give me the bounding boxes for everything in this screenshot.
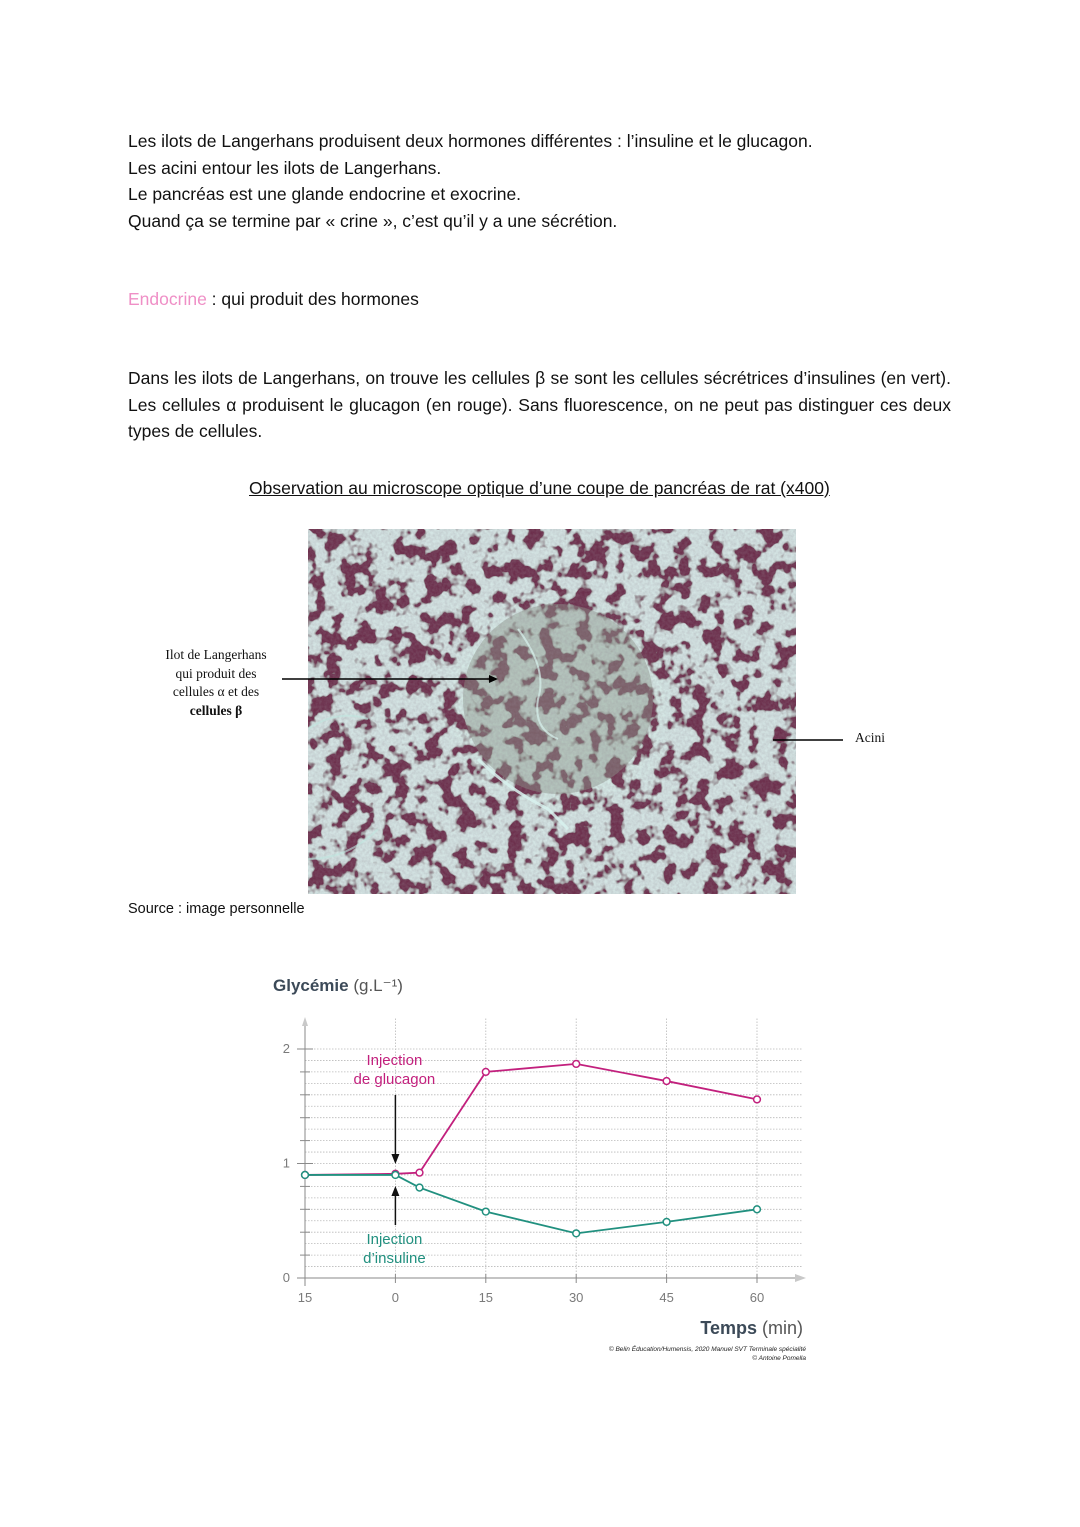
- glucagon-point: [663, 1078, 670, 1085]
- definition-term: Endocrine: [128, 289, 207, 309]
- islet-label-line: cellules α et des: [172, 684, 260, 699]
- x-tick-label: 0: [391, 1290, 400, 1305]
- intro-line: Les ilots de Langerhans produisent deux hormones différentes : l’insuline et le glucagon.: [128, 131, 813, 151]
- insulin-arrow-head: [391, 1186, 399, 1196]
- intro-line: Le pancréas est une glande endocrine et exocrine.: [128, 184, 522, 204]
- figure-source: Source : image personnelle: [128, 901, 305, 917]
- glycemia-chart-svg: [250, 965, 830, 1375]
- insulin-series-line: [305, 1175, 757, 1233]
- y-tick-label: 1: [282, 1155, 290, 1171]
- chart-credit: © Antoine Pomella: [752, 1355, 806, 1362]
- x-tick-label: 15: [297, 1290, 313, 1305]
- insulin-annotation-line: d’insuline: [363, 1250, 426, 1267]
- insulin-point: [482, 1208, 489, 1215]
- insulin-annotation-line: Injection: [366, 1231, 423, 1248]
- glucagon-point: [482, 1069, 489, 1076]
- islet-label-line: Ilot de Langerhans: [165, 647, 267, 662]
- y-tick-label: 0: [282, 1270, 290, 1285]
- islet-label-line: qui produit des: [175, 665, 257, 681]
- x-tick-label: 30: [568, 1290, 584, 1305]
- insulin-point: [754, 1206, 761, 1213]
- langerhans-paragraph: Dans les ilots de Langerhans, on trouve les cellules β se sont les cellules sécrétrices d’insulines (en vert). Les cellules α produisent le glucagon (en rouge). Sans fluorescence, on ne peut pas distinguer ces deux types de cellules.: [128, 368, 951, 441]
- glucagon-arrow-head: [391, 1154, 399, 1164]
- glycemia-chart: [250, 965, 830, 1375]
- islet-pointer-head: [489, 675, 498, 683]
- definition-body: : qui produit des hormones: [206, 289, 419, 309]
- x-axis-label: Temps (min): [700, 1318, 803, 1338]
- insulin-point: [392, 1172, 399, 1179]
- glucagon-point: [754, 1096, 761, 1103]
- glucagon-annotation-line: Injection: [366, 1052, 423, 1069]
- insulin-point: [416, 1184, 423, 1191]
- x-tick-label: 45: [659, 1290, 674, 1305]
- intro-line: Quand ça se termine par « crine », c’est qu’il y a une sécrétion.: [128, 210, 618, 231]
- islet-label-line: cellules β: [189, 702, 243, 718]
- acini-label: Acini: [855, 730, 885, 745]
- intro-line: Les acini entour les ilots de Langerhans.: [128, 157, 442, 178]
- glucagon-annotation-line: de glucagon: [353, 1071, 436, 1088]
- glucagon-point: [573, 1060, 580, 1067]
- x-tick-label: 15: [478, 1290, 494, 1305]
- chart-credit: © Belin Éducation/Humensis, 2020 Manuel SVT Terminale spécialité: [608, 1346, 806, 1353]
- insulin-point: [663, 1218, 670, 1225]
- x-tick-label: 60: [749, 1290, 765, 1305]
- y-axis-arrow: [302, 1017, 308, 1026]
- chart-title: Glycémie (g.L⁻¹): [273, 976, 403, 995]
- glucagon-point: [416, 1169, 423, 1176]
- x-axis-arrow: [795, 1274, 806, 1282]
- figure-title: Observation au microscope optique d’une coupe de pancréas de rat (x400): [249, 478, 830, 498]
- y-tick-label: 2: [282, 1041, 290, 1056]
- insulin-point: [302, 1172, 309, 1179]
- insulin-point: [573, 1230, 580, 1237]
